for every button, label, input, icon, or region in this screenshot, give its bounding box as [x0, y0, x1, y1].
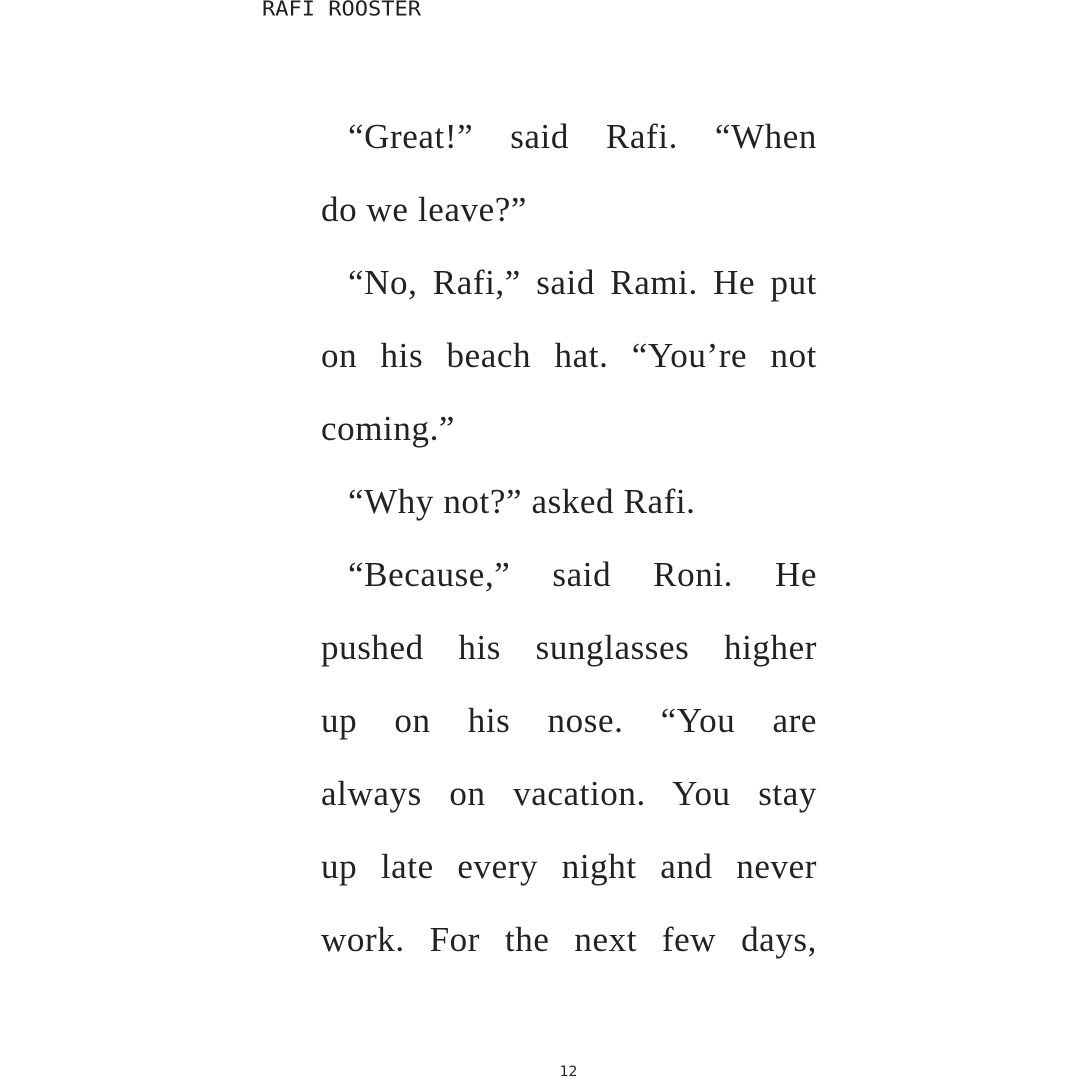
text-line: always on vacation. You stay [321, 774, 817, 813]
page-number: 12 [559, 1064, 578, 1080]
text-line: “Because,” said Roni. He [348, 555, 817, 594]
text-line: up late every night and never [321, 847, 817, 886]
running-head: RAFI ROOSTER [262, 0, 421, 21]
text-line: “Great!” said Rafi. “When [348, 117, 817, 156]
text-line: up on his nose. “You are [321, 701, 817, 740]
text-line: work. For the next few days, [321, 920, 817, 959]
story-text [321, 100, 817, 976]
text-line: coming.” [321, 409, 456, 448]
text-line: “Why not?” asked Rafi. [348, 482, 696, 521]
text-line: “No, Rafi,” said Rami. He put [348, 263, 817, 302]
text-line: do we leave?” [321, 190, 528, 229]
text-line: pushed his sunglasses higher [321, 628, 817, 667]
text-line: on his beach hat. “You’re not [321, 336, 817, 375]
